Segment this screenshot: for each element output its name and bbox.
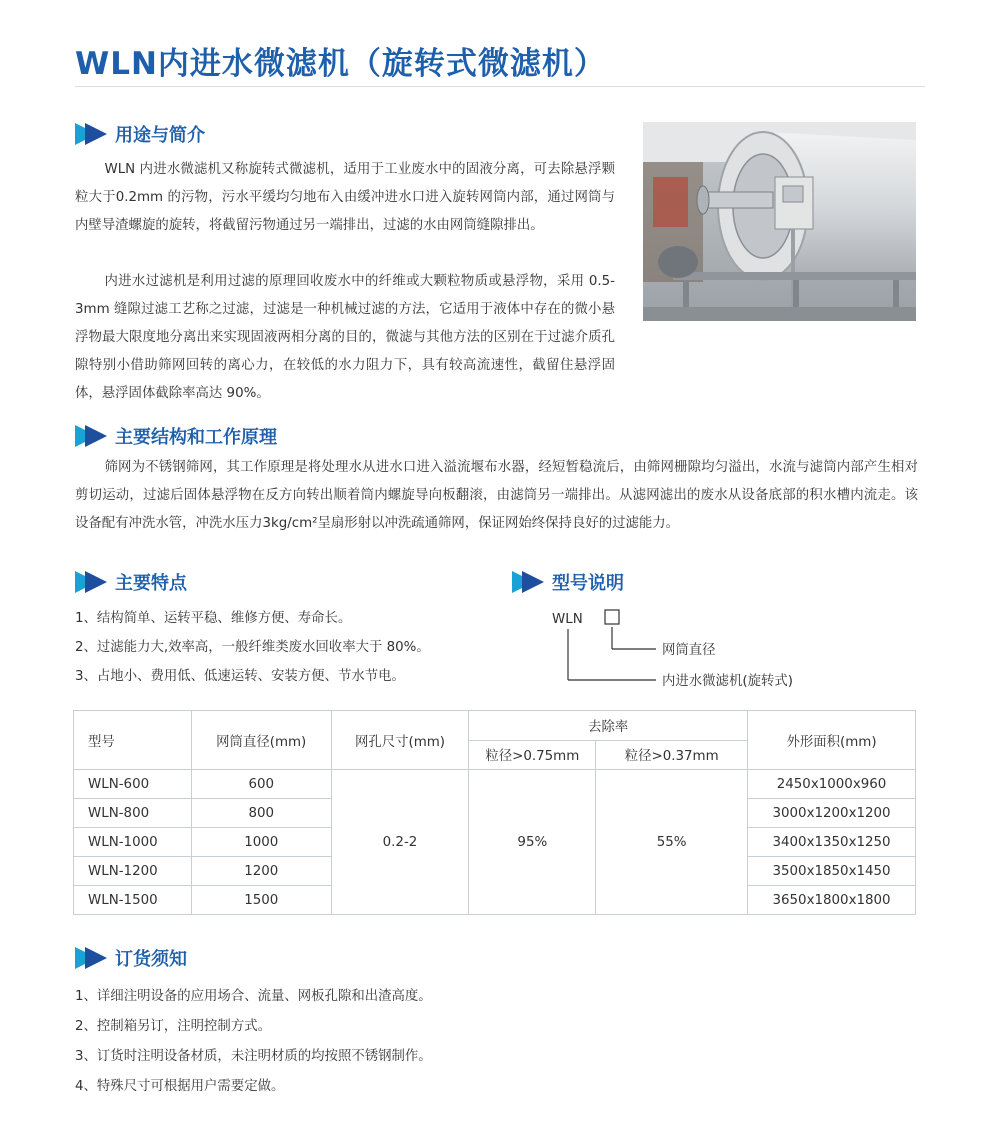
col-header-removal-075: 粒径>0.75mm (469, 740, 596, 770)
cell-diameter: 1200 (191, 857, 331, 886)
product-photo (643, 122, 916, 321)
intro-paragraph-1: WLN 内进水微滤机又称旋转式微滤机，适用于工业废水中的固液分离，可去除悬浮颗粒大于0.2mm 的污物，污水平缓均匀地布入由缓冲进水口进入旋转网筒内部，通过网筒与内壁导渣螺旋的旋转，将截留污物通过另一端排出，过滤的水由网筒缝隙排出。 (75, 162, 615, 233)
section-heading-label: 主要结构和工作原理 (115, 427, 277, 448)
arrow-bullet-icon (75, 123, 107, 145)
list-item: 4、特殊尺寸可根据用户需要定做。 (75, 1079, 285, 1094)
section-heading-label: 用途与简介 (115, 125, 205, 146)
cell-diameter: 800 (191, 799, 331, 828)
cell-mesh: 0.2-2 (331, 770, 469, 915)
model-label-diameter: 网筒直径 (662, 643, 716, 658)
page-title: WLN内进水微滤机（旋转式微滤机） (75, 46, 606, 82)
cell-size: 3000x1200x1200 (748, 799, 916, 828)
col-header-removal-037: 粒径>0.37mm (596, 740, 748, 770)
cell-removal-037: 55% (596, 770, 748, 915)
list-item: 2、过滤能力大,效率高，一般纤维类废水回收率大于 80%。 (75, 640, 430, 655)
title-divider (75, 86, 925, 87)
arrow-bullet-icon (75, 947, 107, 969)
cell-model: WLN-800 (74, 799, 192, 828)
cell-model: WLN-600 (74, 770, 192, 799)
model-placeholder-box (605, 610, 619, 624)
cell-diameter: 1500 (191, 886, 331, 915)
arrow-bullet-icon (75, 425, 107, 447)
spec-table (73, 710, 916, 915)
order-notes-list (75, 982, 432, 1102)
cell-size: 3650x1800x1800 (748, 886, 916, 915)
section-heading-order (75, 945, 187, 971)
section-heading-label: 型号说明 (552, 573, 624, 594)
section-heading-features (75, 569, 187, 595)
list-item: 1、详细注明设备的应用场合、流量、网板孔隙和出渣高度。 (75, 989, 432, 1004)
cell-size: 3400x1350x1250 (748, 828, 916, 857)
arrow-bullet-icon (512, 571, 544, 593)
list-item: 3、订货时注明设备材质，未注明材质的均按照不锈钢制作。 (75, 1049, 432, 1064)
col-header-removal: 去除率 (469, 711, 748, 741)
section-heading-label: 订货须知 (115, 949, 187, 970)
cell-diameter: 600 (191, 770, 331, 799)
section-heading-label: 主要特点 (115, 573, 187, 594)
principle-paragraph: 筛网为不锈钢筛网，其工作原理是将处理水从进水口进入溢流堰布水器，经短暂稳流后，由筛网栅隙均匀溢出，水流与滤筒内部产生相对剪切运动，过滤后固体悬浮物在反方向转出顺着筒内螺旋导向板翻滚，由滤筒另一端排出。从滤网滤出的废水从设备底部的积水槽内流走。该设备配有冲洗水管，冲洗水压力3kg/cm²呈扇形射以冲洗疏通筛网，保证网始终保持良好的过滤能力。 (75, 460, 918, 531)
model-label-type: 内进水微滤机(旋转式) (662, 674, 793, 689)
cell-diameter: 1000 (191, 828, 331, 857)
section-heading-intro (75, 121, 205, 147)
cell-size: 2450x1000x960 (748, 770, 916, 799)
cell-model: WLN-1500 (74, 886, 192, 915)
section-heading-model (512, 569, 624, 595)
intro-paragraph-2: 内进水过滤机是利用过滤的原理回收废水中的纤维或大颗粒物质或悬浮物，采用 0.5-3mm 缝隙过滤工艺称之过滤，过滤是一种机械过滤的方法，它适用于液体中存在的微小悬浮物最大限度地分离出来实现固液两相分离的目的，微滤与其他方法的区别在于过滤介质孔隙特别小借助筛网回转的离心力，在较低的水力阻力下，具有较高流速性，截留住悬浮固体，悬浮固体截除率高达 90%。 (75, 274, 615, 401)
table-row (74, 770, 916, 799)
list-item: 2、控制箱另订，注明控制方式。 (75, 1019, 271, 1034)
col-header-size: 外形面积(mm) (748, 711, 916, 770)
model-code-diagram (550, 605, 850, 695)
list-item: 1、结构简单、运转平稳、维修方便、寿命长。 (75, 611, 352, 626)
cell-removal-075: 95% (469, 770, 596, 915)
col-header-model: 型号 (74, 711, 192, 770)
features-list (75, 604, 430, 691)
model-prefix: WLN (552, 612, 583, 627)
cell-model: WLN-1000 (74, 828, 192, 857)
col-header-mesh: 网孔尺寸(mm) (331, 711, 469, 770)
cell-size: 3500x1850x1450 (748, 857, 916, 886)
cell-model: WLN-1200 (74, 857, 192, 886)
arrow-bullet-icon (75, 571, 107, 593)
section-heading-principle (75, 423, 277, 449)
list-item: 3、占地小、费用低、低速运转、安装方便、节水节电。 (75, 669, 405, 684)
col-header-diameter: 网筒直径(mm) (191, 711, 331, 770)
